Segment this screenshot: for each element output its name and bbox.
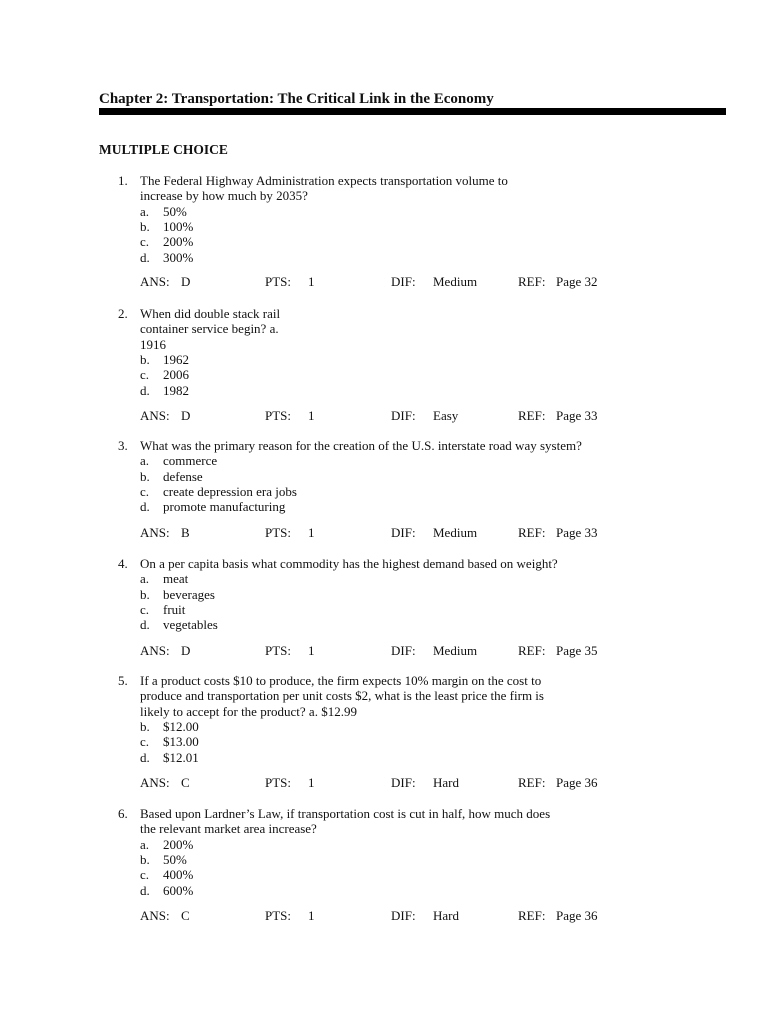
option-text: 2006: [163, 367, 189, 383]
answer-value: C: [181, 908, 190, 923]
question-stem-line: increase by how much by 2035?: [140, 188, 308, 204]
points-label: PTS:: [265, 908, 292, 923]
reference-label: REF:: [518, 643, 546, 658]
option-text: 300%: [163, 249, 194, 265]
question-stem-line: 1916: [140, 336, 166, 352]
option-letter: d.: [140, 882, 150, 898]
option-text: create depression era jobs: [163, 483, 297, 499]
option-text: vegetables: [163, 617, 218, 633]
reference-value: Page 36: [556, 775, 598, 790]
answer-label: ANS:: [140, 525, 170, 540]
option-text: 600%: [163, 882, 194, 898]
option-text: defense: [163, 468, 203, 484]
option-text: 200%: [163, 836, 194, 852]
answer-label: ANS:: [140, 643, 170, 658]
option-text: meat: [163, 571, 189, 587]
question-stem-line: the relevant market area increase?: [140, 821, 317, 837]
question-stem-line: Based upon Lardner’s Law, if transportation cost is cut in half, how much does: [140, 806, 551, 821]
option-letter: c.: [140, 867, 150, 883]
option-letter: d.: [140, 749, 150, 765]
chapter-title: Chapter 2: Transportation: The Critical Link in the Economy: [99, 91, 494, 107]
points-label: PTS:: [265, 274, 292, 289]
option-text: $12.01: [163, 749, 199, 765]
answer-label: ANS:: [140, 908, 170, 923]
option-text: $13.00: [163, 734, 199, 750]
answer-label: ANS:: [140, 775, 170, 790]
option-text: fruit: [163, 601, 186, 617]
option-letter: b.: [140, 718, 150, 734]
option-letter: b.: [140, 586, 150, 602]
question-stem-line: likely to accept for the product? a. $12.99: [140, 703, 357, 719]
difficulty-value: Medium: [433, 643, 478, 658]
option-text: 50%: [163, 851, 187, 867]
answer-label: ANS:: [140, 408, 170, 423]
points-label: PTS:: [265, 525, 292, 540]
question-number: 1.: [118, 173, 128, 188]
answer-label: ANS:: [140, 274, 170, 289]
option-text: commerce: [163, 453, 218, 469]
difficulty-label: DIF:: [391, 643, 416, 658]
difficulty-value: Medium: [433, 274, 478, 289]
reference-value: Page 36: [556, 908, 598, 923]
answer-metadata-row: [140, 274, 620, 290]
points-value: 1: [308, 643, 315, 658]
option-letter: b.: [140, 851, 150, 867]
question-stem-line: When did double stack rail: [140, 306, 281, 321]
answer-metadata-row: [140, 775, 620, 791]
option-text: 200%: [163, 234, 194, 250]
option-letter: a.: [140, 453, 150, 469]
question-number: 4.: [118, 556, 128, 571]
option-letter: c.: [140, 734, 150, 750]
question-stem-line: container service begin? a.: [140, 321, 279, 337]
question-number: 6.: [118, 806, 128, 821]
answer-value: D: [181, 274, 191, 289]
difficulty-label: DIF:: [391, 775, 416, 790]
answer-metadata-row: [140, 408, 620, 424]
option-letter: b.: [140, 218, 150, 234]
points-value: 1: [308, 775, 315, 790]
option-letter: d.: [140, 499, 150, 515]
reference-label: REF:: [518, 408, 546, 423]
option-text: 400%: [163, 867, 194, 883]
option-letter: a.: [140, 571, 150, 587]
option-letter: d.: [140, 617, 150, 633]
reference-value: Page 33: [556, 408, 598, 423]
points-label: PTS:: [265, 775, 292, 790]
option-text: beverages: [163, 586, 215, 602]
reference-label: REF:: [518, 274, 546, 289]
answer-value: B: [181, 525, 190, 540]
difficulty-label: DIF:: [391, 408, 416, 423]
option-text: $12.00: [163, 718, 199, 734]
question-stem-line: The Federal Highway Administration expects transportation volume to: [140, 173, 508, 188]
difficulty-value: Medium: [433, 525, 478, 540]
option-letter: a.: [140, 203, 150, 219]
option-text: promote manufacturing: [163, 499, 286, 515]
option-letter: c.: [140, 234, 150, 250]
option-text: 1962: [163, 351, 189, 367]
answer-value: D: [181, 408, 191, 423]
points-value: 1: [308, 908, 315, 923]
reference-label: REF:: [518, 775, 546, 790]
option-text: 100%: [163, 218, 194, 234]
difficulty-label: DIF:: [391, 525, 416, 540]
option-text: 1982: [163, 382, 189, 398]
question-number: 3.: [118, 438, 128, 453]
answer-value: C: [181, 775, 190, 790]
answer-metadata-row: [140, 908, 620, 924]
question-stem-line: What was the primary reason for the creation of the U.S. interstate road way system?: [140, 438, 582, 453]
option-letter: c.: [140, 601, 150, 617]
reference-label: REF:: [518, 908, 546, 923]
answer-value: D: [181, 643, 191, 658]
option-letter: a.: [140, 836, 150, 852]
question-stem-line: produce and transportation per unit costs $2, what is the least price the firm is: [140, 688, 544, 704]
reference-value: Page 32: [556, 274, 598, 289]
option-letter: d.: [140, 249, 150, 265]
reference-value: Page 35: [556, 643, 598, 658]
points-label: PTS:: [265, 408, 292, 423]
question-number: 5.: [118, 673, 128, 688]
option-letter: b.: [140, 351, 150, 367]
option-letter: c.: [140, 483, 150, 499]
option-letter: d.: [140, 382, 150, 398]
question-number: 2.: [118, 306, 128, 321]
option-letter: c.: [140, 367, 150, 383]
answer-metadata-row: [140, 643, 620, 659]
section-heading: MULTIPLE CHOICE: [99, 142, 228, 157]
difficulty-label: DIF:: [391, 908, 416, 923]
reference-label: REF:: [518, 525, 546, 540]
points-label: PTS:: [265, 643, 292, 658]
points-value: 1: [308, 274, 315, 289]
difficulty-value: Easy: [433, 408, 459, 423]
title-divider: [99, 108, 726, 115]
option-text: 50%: [163, 203, 187, 219]
reference-value: Page 33: [556, 525, 598, 540]
question-stem-line: On a per capita basis what commodity has the highest demand based on weight?: [140, 556, 558, 571]
option-letter: b.: [140, 468, 150, 484]
difficulty-label: DIF:: [391, 274, 416, 289]
difficulty-value: Hard: [433, 775, 459, 790]
difficulty-value: Hard: [433, 908, 459, 923]
points-value: 1: [308, 525, 315, 540]
points-value: 1: [308, 408, 315, 423]
answer-metadata-row: [140, 525, 620, 541]
question-stem-line: If a product costs $10 to produce, the firm expects 10% margin on the cost to: [140, 673, 542, 688]
